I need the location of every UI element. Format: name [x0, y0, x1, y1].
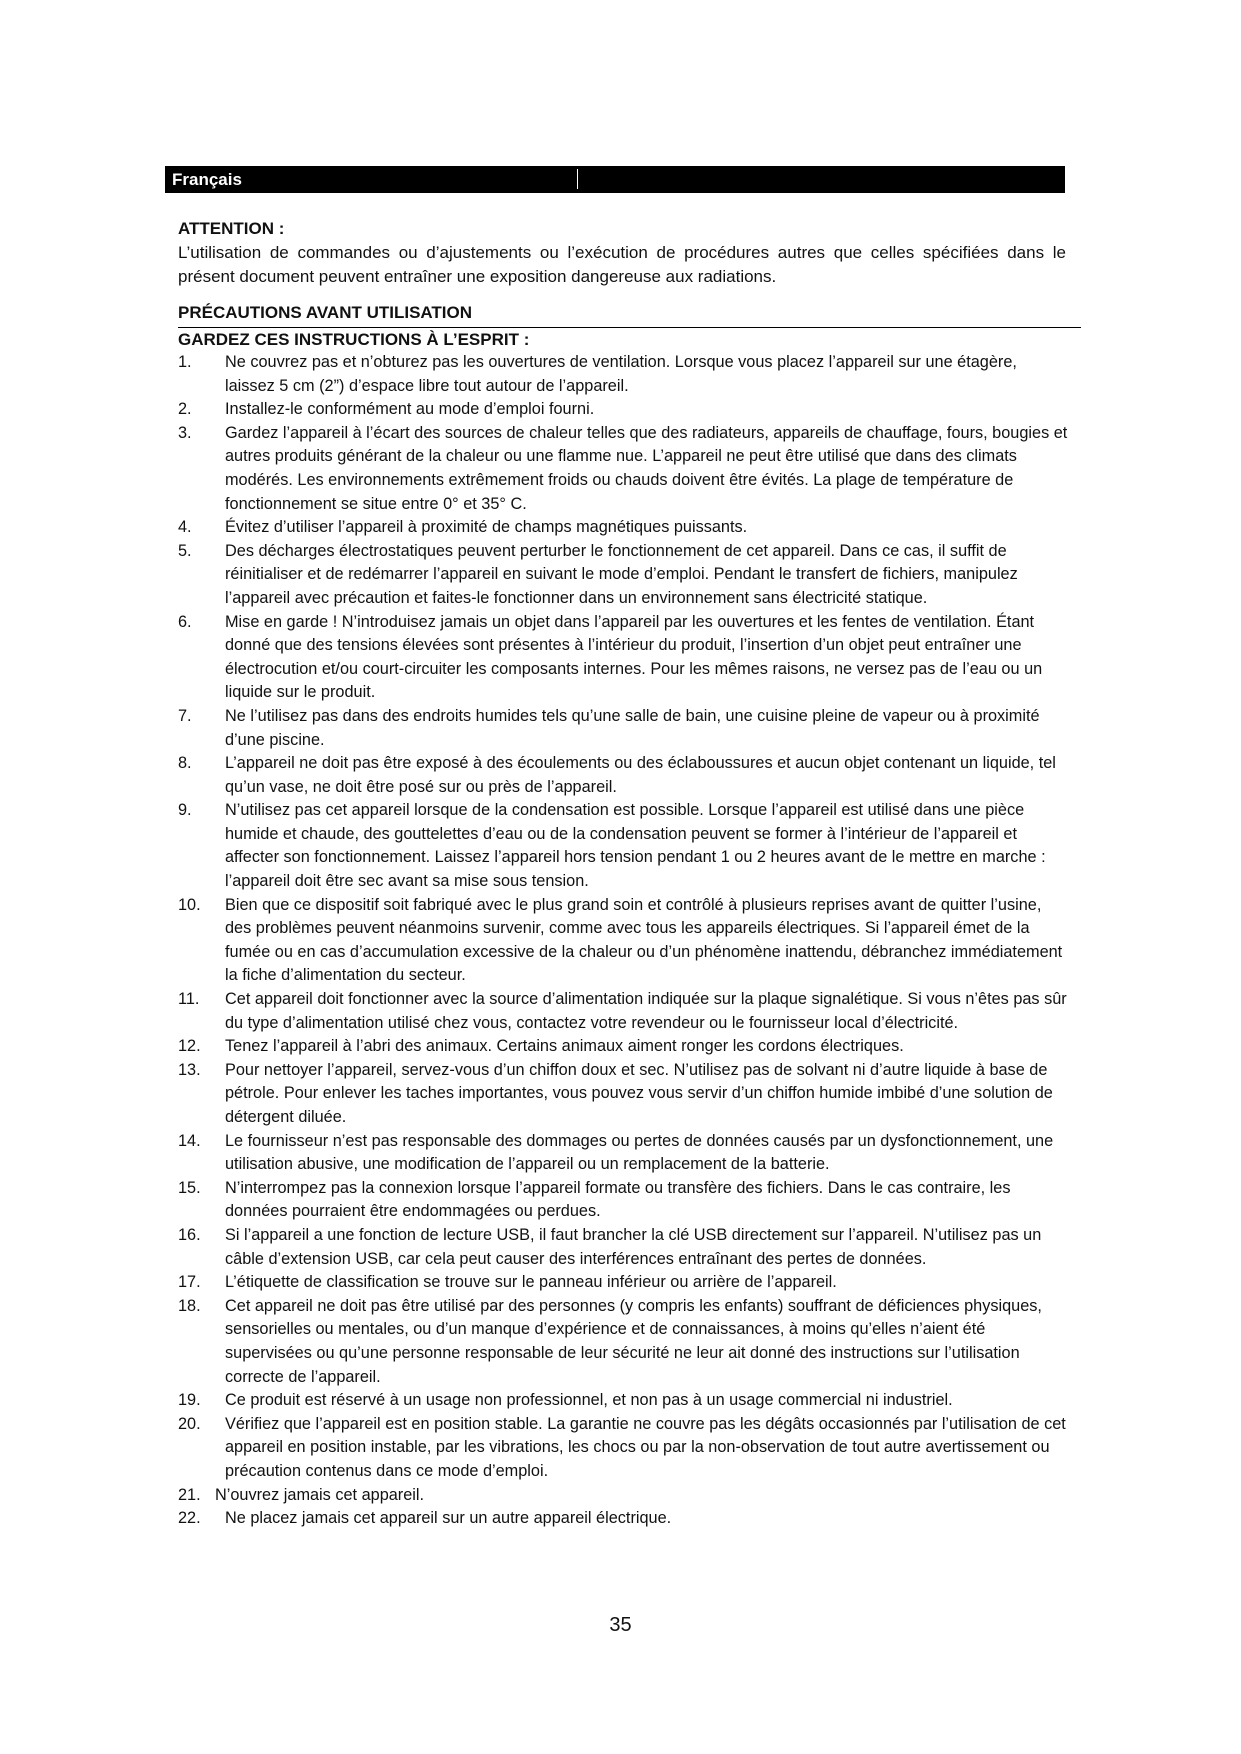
- list-item-text: Cet appareil doit fonctionner avec la source d’alimentation indiquée sur la plaque signalétique. Si vous n’êtes pas sûr du type d’alimentation utilisé chez vous, contactez votre revendeur ou le fournisseur local d’électricité.: [225, 990, 1067, 1032]
- precautions-list: [178, 351, 1068, 1531]
- list-item-text: Installez-le conformément au mode d’emploi fourni.: [225, 400, 595, 419]
- list-item-number: 13.: [178, 1060, 201, 1079]
- list-item: [178, 1484, 1068, 1508]
- list-item-number: 3.: [178, 423, 192, 442]
- list-item-text: L’étiquette de classification se trouve sur le panneau inférieur ou arrière de l’appareil.: [225, 1273, 837, 1292]
- list-item-text: Cet appareil ne doit pas être utilisé par des personnes (y compris les enfants) souffrant de déficiences physiques, sensorielles ou mentales, ou d’un manque d’expérience et de connaissances, à moins qu’elles n’aient été supervisées ou qu’une personne responsable de leur sécurité ne leur ait donné des instructions sur l’utilisation correcte de l’appareil.: [225, 1296, 1042, 1386]
- list-item-number: 10.: [178, 895, 201, 914]
- list-item-text: Ne couvrez pas et n’obturez pas les ouvertures de ventilation. Lorsque vous placez l’appareil sur une étagère, laissez 5 cm (2”) d’espace libre tout autour de l’appareil.: [225, 353, 1017, 395]
- list-item-text: Évitez d’utiliser l’appareil à proximité de champs magnétiques puissants.: [225, 518, 748, 537]
- list-item: [178, 1224, 1068, 1271]
- list-item: [178, 705, 1068, 752]
- list-item-number: 2.: [178, 400, 192, 419]
- list-item: [178, 1130, 1068, 1177]
- header-divider: [577, 169, 578, 189]
- list-item-text: Le fournisseur n’est pas responsable des dommages ou pertes de données causés par un dysfonctionnement, une utilisation abusive, une modification de l’appareil ou un remplacement de la batterie.: [225, 1131, 1054, 1174]
- list-item-text: Si l’appareil a une fonction de lecture USB, il faut brancher la clé USB directement sur l’appareil. N’utilisez pas un câble d’extension USB, car cela peut causer des interférences entraînant des pertes de données.: [225, 1225, 1042, 1268]
- list-item: [178, 1507, 1068, 1531]
- list-item: [178, 752, 1068, 799]
- list-item-number: 20.: [178, 1414, 201, 1433]
- list-item-text: Bien que ce dispositif soit fabriqué avec le plus grand soin et contrôlé à plusieurs reprises avant de quitter l’usine, des problèmes peuvent néanmoins survenir, comme avec tous les appareils électriques. Si l’appareil émet de la fumée ou en cas d’accumulation excessive de la chaleur ou d’un phénomène inattendu, débranchez immédiatement la fiche d’alimentation du secteur.: [225, 895, 1063, 985]
- list-item-number: 12.: [178, 1037, 201, 1056]
- list-item: [178, 422, 1068, 516]
- list-item-number: 6.: [178, 612, 192, 631]
- list-item: [178, 540, 1068, 611]
- list-item-text: Tenez l’appareil à l’abri des animaux. Certains animaux aiment ronger les cordons électriques.: [225, 1037, 904, 1056]
- list-item-text: Mise en garde ! N’introduisez jamais un objet dans l’appareil par les ouvertures et les fentes de ventilation. Étant donné que des tensions élevées sont présentes à l’intérieur du produit, l’insertion d’un objet peut entraîner une électrocution et/ou court-circuiter les composants internes. Pour les mêmes raisons, ne versez pas de l’eau ou un liquide sur le produit.: [225, 612, 1043, 702]
- list-item-number: 1.: [178, 353, 192, 371]
- list-item: [178, 1271, 1068, 1295]
- list-item-text: Ce produit est réservé à un usage non professionnel, et non pas à un usage commercial ni industriel.: [225, 1391, 953, 1410]
- list-item-text: N’ouvrez jamais cet appareil.: [215, 1485, 425, 1504]
- precautions-section: [178, 301, 1081, 1531]
- language-header-bar: [165, 166, 1065, 193]
- list-item: [178, 1035, 1068, 1059]
- list-item-number: 11.: [178, 990, 200, 1009]
- list-item: [178, 799, 1068, 893]
- list-item-text: N’utilisez pas cet appareil lorsque de la condensation est possible. Lorsque l’appareil est utilisé dans une pièce humide et chaude, des gouttelettes d’eau ou de la condensation peuvent se former à l’intérieur de l’appareil et affecter son fonctionnement. Laissez l’appareil hors tension pendant 1 ou 2 heures avant de le mettre en marche : l’appareil doit être sec avant sa mise sous tension.: [225, 801, 1046, 891]
- list-item-number: 7.: [178, 706, 192, 725]
- list-item-text: Ne placez jamais cet appareil sur un autre appareil électrique.: [225, 1509, 672, 1528]
- list-item-text: Pour nettoyer l’appareil, servez-vous d’un chiffon doux et sec. N’utilisez pas de solvant ni d’autre liquide à base de pétrole. Pour enlever les taches importantes, vous pouvez vous servir d’un chiffon humide imbibé d’une solution de détergent diluée.: [225, 1060, 1053, 1126]
- list-item-text: N’interrompez pas la connexion lorsque l’appareil formate ou transfère des fichiers. Dans le cas contraire, les données pourraient être endommagées ou perdues.: [225, 1178, 1011, 1221]
- list-item-number: 18.: [178, 1296, 201, 1315]
- precautions-subtitle: GARDEZ CES INSTRUCTIONS À L’ESPRIT :: [178, 330, 530, 349]
- list-item-text: Vérifiez que l’appareil est en position stable. La garantie ne couvre pas les dégâts occasionnés par l’utilisation de cet appareil en position instable, par les vibrations, les chocs ou par la non-observation de tout autre avertissement ou précaution contenus dans ce mode d’emploi.: [225, 1414, 1066, 1480]
- language-label: Français: [172, 170, 242, 189]
- list-item-number: 17.: [178, 1273, 201, 1292]
- list-item-text: L’appareil ne doit pas être exposé à des écoulements ou des éclaboussures et aucun objet contenant un liquide, tel qu’un vase, ne doit être posé sur ou près de l’appareil.: [225, 754, 1056, 796]
- list-item-text: Ne l’utilisez pas dans des endroits humides tels qu’une salle de bain, une cuisine pleine de vapeur ou à proximité d’une piscine.: [225, 706, 1040, 749]
- list-item: [178, 611, 1068, 705]
- list-item: [178, 1059, 1068, 1130]
- list-item-number: 9.: [178, 801, 192, 820]
- attention-section: [178, 217, 1066, 289]
- precautions-title: PRÉCAUTIONS AVANT UTILISATION: [178, 301, 1081, 328]
- list-item: [178, 1389, 1068, 1413]
- attention-text: L’utilisation de commandes ou d’ajustements ou l’exécution de procédures autres que celles spécifiées dans le présent document peuvent entraîner une exposition dangereuse aux radiations.: [178, 243, 1066, 286]
- page-number: 35: [609, 1614, 632, 1636]
- list-item: [178, 1413, 1068, 1484]
- list-item-number: 15.: [178, 1178, 201, 1197]
- list-item: [178, 1177, 1068, 1224]
- list-item: [178, 351, 1068, 398]
- list-item: [178, 516, 1068, 540]
- list-item-number: 16.: [178, 1225, 201, 1244]
- list-item-number: 22.: [178, 1509, 201, 1528]
- list-item: [178, 1295, 1068, 1389]
- list-item-number: 5.: [178, 541, 192, 560]
- attention-title: ATTENTION :: [178, 219, 285, 238]
- list-item-text: Gardez l’appareil à l’écart des sources de chaleur telles que des radiateurs, appareils de chauffage, fours, bougies et autres produits générant de la chaleur ou une flamme nue. L’appareil ne peut être utilisé que dans des climats modérés. Les environnements extrêmement froids ou chauds doivent être évités. La plage de température de fonctionnement se situe entre 0° et 35° C.: [225, 423, 1068, 513]
- list-item: [178, 988, 1068, 1035]
- list-item-number: 14.: [178, 1131, 201, 1150]
- list-item-number: 21.: [178, 1485, 201, 1504]
- list-item-number: 19.: [178, 1391, 201, 1410]
- list-item: [178, 894, 1068, 988]
- list-item-text: Des décharges électrostatiques peuvent perturber le fonctionnement de cet appareil. Dans ce cas, il suffit de réinitialiser et de redémarrer l’appareil en suivant le mode d’emploi. Pendant le transfert de fichiers, manipulez l’appareil avec précaution et faites-le fonctionner dans un environnement sans électricité statique.: [225, 541, 1018, 607]
- list-item-number: 8.: [178, 754, 192, 773]
- list-item: [178, 398, 1068, 422]
- list-item-number: 4.: [178, 518, 192, 537]
